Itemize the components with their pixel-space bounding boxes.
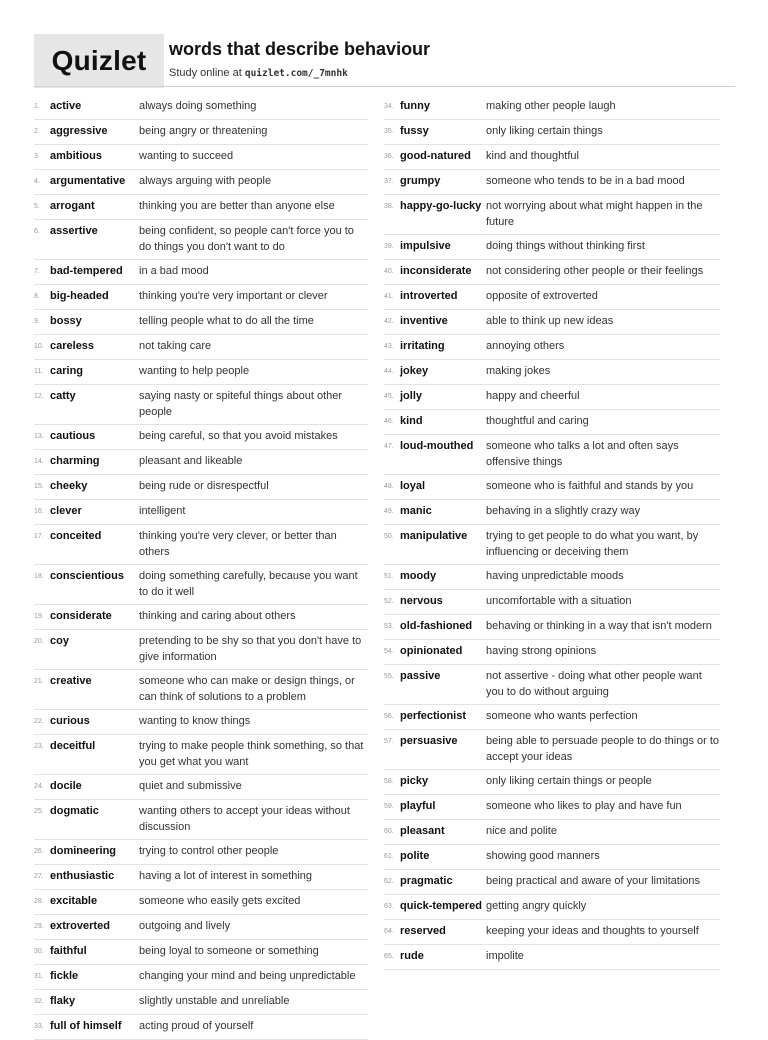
header-divider <box>34 86 735 87</box>
term-definition: not considering other people or their feelings <box>486 265 704 277</box>
term-row <box>34 120 368 145</box>
term-number: 54. <box>384 648 394 655</box>
term-word: charming <box>50 455 100 467</box>
term-definition: having unpredictable moods <box>486 570 624 582</box>
term-definition: thinking you are better than anyone else <box>139 200 335 212</box>
term-number: 27. <box>34 873 44 880</box>
term-row <box>384 120 720 145</box>
term-number: 43. <box>384 343 394 350</box>
term-definition: being rude or disrespectful <box>139 480 269 492</box>
term-number: 55. <box>384 673 394 680</box>
term-word: passive <box>400 670 441 682</box>
term-row <box>34 285 368 310</box>
term-word: happy-go-lucky <box>400 200 482 212</box>
term-row <box>384 730 720 770</box>
term-definition: in a bad mood <box>139 265 209 277</box>
term-number: 15. <box>34 483 44 490</box>
term-row <box>384 665 720 705</box>
term-word: fussy <box>400 125 429 137</box>
term-word: manic <box>400 505 432 517</box>
term-row <box>384 525 720 565</box>
term-number: 58. <box>384 778 394 785</box>
term-row <box>384 235 720 260</box>
term-number: 20. <box>34 638 44 645</box>
term-list-right <box>384 95 720 970</box>
term-row <box>34 475 368 500</box>
term-row <box>34 360 368 385</box>
term-number: 2. <box>34 128 40 135</box>
term-definition: someone who talks a lot and often says offensive things <box>486 440 679 468</box>
term-word: conscientious <box>50 570 124 582</box>
term-word: assertive <box>50 225 98 237</box>
term-definition: outgoing and lively <box>139 920 231 932</box>
term-row <box>384 145 720 170</box>
term-row <box>34 425 368 450</box>
term-row <box>34 565 368 605</box>
term-definition: someone who wants perfection <box>486 710 638 722</box>
term-definition: nice and polite <box>486 825 557 837</box>
term-row <box>34 1015 368 1040</box>
term-number: 13. <box>34 433 44 440</box>
term-number: 40. <box>384 268 394 275</box>
term-number: 49. <box>384 508 394 515</box>
term-number: 8. <box>34 293 40 300</box>
term-number: 35. <box>384 128 394 135</box>
term-definition: slightly unstable and unreliable <box>139 995 290 1007</box>
term-row <box>384 285 720 310</box>
term-definition: not taking care <box>139 340 212 352</box>
term-definition: not worrying about what might happen in the future <box>486 200 703 228</box>
term-word: kind <box>400 415 423 427</box>
term-definition: wanting others to accept your ideas without discussion <box>139 805 350 833</box>
term-number: 12. <box>34 393 44 400</box>
term-row <box>384 475 720 500</box>
term-word: loyal <box>400 480 426 492</box>
term-definition: impolite <box>486 950 524 962</box>
term-number: 11. <box>34 368 44 375</box>
term-number: 31. <box>34 973 44 980</box>
term-definition: someone who easily gets excited <box>139 895 301 907</box>
term-word: ambitious <box>50 150 102 162</box>
term-definition: behaving in a slightly crazy way <box>486 505 641 517</box>
term-row <box>34 605 368 630</box>
term-word: picky <box>400 775 429 787</box>
term-word: pragmatic <box>400 875 453 887</box>
term-word: perfectionist <box>400 710 467 722</box>
term-definition: making jokes <box>486 365 551 377</box>
term-number: 24. <box>34 783 44 790</box>
term-row <box>34 385 368 425</box>
term-definition: trying to control other people <box>139 845 279 857</box>
term-number: 26. <box>34 848 44 855</box>
term-definition: keeping your ideas and thoughts to yourself <box>486 925 699 937</box>
term-row <box>384 335 720 360</box>
term-number: 59. <box>384 803 394 810</box>
term-word: conceited <box>50 530 102 542</box>
term-definition: trying to get people to do what you want, by influencing or deceiving them <box>486 530 699 558</box>
term-number: 10. <box>34 343 44 350</box>
term-definition: doing something carefully, because you want to do it well <box>139 570 358 598</box>
study-url-link[interactable]: quizlet.com/_7mnhk <box>244 68 348 79</box>
term-word: reserved <box>400 925 446 937</box>
term-number: 57. <box>384 738 394 745</box>
term-row <box>34 965 368 990</box>
term-word: nervous <box>400 595 443 607</box>
term-number: 3. <box>34 153 40 160</box>
header <box>34 34 734 88</box>
term-row <box>34 915 368 940</box>
term-row <box>34 335 368 360</box>
term-row <box>384 770 720 795</box>
term-number: 28. <box>34 898 44 905</box>
term-row <box>384 195 720 235</box>
term-number: 21. <box>34 678 44 685</box>
term-row <box>34 840 368 865</box>
quizlet-logo[interactable]: Quizlet <box>34 34 164 88</box>
term-definition: trying to make people think something, so that you get what you want <box>139 740 364 768</box>
term-number: 60. <box>384 828 394 835</box>
term-number: 1. <box>34 103 40 110</box>
term-number: 37. <box>384 178 394 185</box>
term-word: deceitful <box>50 740 96 752</box>
term-definition: being able to persuade people to do things or to accept your ideas <box>486 735 720 763</box>
term-number: 34. <box>384 103 394 110</box>
term-number: 64. <box>384 928 394 935</box>
term-definition: having strong opinions <box>486 645 597 657</box>
term-word: active <box>50 100 82 112</box>
term-number: 5. <box>34 203 40 210</box>
term-definition: thinking and caring about others <box>139 610 296 622</box>
term-word: moody <box>400 570 437 582</box>
term-word: aggressive <box>50 125 108 137</box>
term-word: irritating <box>400 340 445 352</box>
term-row <box>384 895 720 920</box>
term-word: creative <box>50 675 92 687</box>
term-number: 38. <box>384 203 394 210</box>
term-word: impulsive <box>400 240 451 252</box>
term-word: considerate <box>50 610 112 622</box>
term-number: 61. <box>384 853 394 860</box>
term-definition: being loyal to someone or something <box>139 945 319 957</box>
term-number: 16. <box>34 508 44 515</box>
term-word: old-fashioned <box>400 620 473 632</box>
term-number: 19. <box>34 613 44 620</box>
term-word: curious <box>50 715 90 727</box>
term-word: rude <box>400 950 424 962</box>
term-number: 32. <box>34 998 44 1005</box>
term-word: docile <box>50 780 82 792</box>
term-row <box>384 435 720 475</box>
term-row <box>384 820 720 845</box>
term-definition: only liking certain things or people <box>486 775 652 787</box>
term-definition: able to think up new ideas <box>486 315 614 327</box>
term-definition: someone who likes to play and have fun <box>486 800 682 812</box>
term-row <box>384 500 720 525</box>
term-word: pleasant <box>400 825 445 837</box>
term-list-left <box>34 95 368 1040</box>
term-definition: uncomfortable with a situation <box>486 595 632 607</box>
term-word: bossy <box>50 315 82 327</box>
term-number: 63. <box>384 903 394 910</box>
term-word: clever <box>50 505 82 517</box>
term-word: funny <box>400 100 430 112</box>
term-number: 50. <box>384 533 394 540</box>
term-number: 52. <box>384 598 394 605</box>
term-row <box>384 945 720 970</box>
term-row <box>384 590 720 615</box>
term-word: jokey <box>400 365 429 377</box>
term-number: 9. <box>34 318 40 325</box>
term-definition: having a lot of interest in something <box>139 870 313 882</box>
term-definition: acting proud of yourself <box>139 1020 254 1032</box>
term-definition: getting angry quickly <box>486 900 587 912</box>
term-word: opinionated <box>400 645 463 657</box>
term-definition: someone who can make or design things, or can think of solutions to a problem <box>139 675 355 703</box>
term-definition: changing your mind and being unpredictable <box>139 970 356 982</box>
term-definition: being confident, so people can't force you to do things you don't want to do <box>139 225 354 253</box>
term-number: 39. <box>384 243 394 250</box>
term-row <box>384 310 720 335</box>
term-number: 41. <box>384 293 394 300</box>
term-definition: behaving or thinking in a way that isn't modern <box>486 620 712 632</box>
term-word: careless <box>50 340 95 352</box>
term-row <box>34 95 368 120</box>
term-definition: happy and cheerful <box>486 390 580 402</box>
term-number: 47. <box>384 443 394 450</box>
term-word: coy <box>50 635 69 647</box>
term-number: 17. <box>34 533 44 540</box>
term-row <box>384 170 720 195</box>
term-definition: pretending to be shy so that you don't have to give information <box>139 635 362 663</box>
term-row <box>384 95 720 120</box>
term-word: flaky <box>50 995 76 1007</box>
term-row <box>34 865 368 890</box>
study-prefix: Study online at <box>169 67 245 79</box>
term-number: 51. <box>384 573 394 580</box>
term-number: 18. <box>34 573 44 580</box>
term-definition: kind and thoughtful <box>486 150 579 162</box>
term-definition: thoughtful and caring <box>486 415 589 427</box>
term-number: 48. <box>384 483 394 490</box>
term-word: cautious <box>50 430 96 442</box>
term-word: excitable <box>50 895 98 907</box>
term-number: 45. <box>384 393 394 400</box>
term-word: domineering <box>50 845 117 857</box>
term-row <box>34 195 368 220</box>
term-word: catty <box>50 390 76 402</box>
term-row <box>34 525 368 565</box>
term-definition: being careful, so that you avoid mistakes <box>139 430 338 442</box>
term-row <box>34 800 368 840</box>
term-definition: being practical and aware of your limitations <box>486 875 701 887</box>
term-word: cheeky <box>50 480 88 492</box>
term-definition: opposite of extroverted <box>486 290 598 302</box>
term-row <box>34 890 368 915</box>
term-word: extroverted <box>50 920 110 932</box>
term-number: 33. <box>34 1023 44 1030</box>
term-row <box>34 500 368 525</box>
term-definition: always doing something <box>139 100 257 112</box>
term-word: arrogant <box>50 200 95 212</box>
term-word: loud-mouthed <box>400 440 474 452</box>
term-row <box>384 640 720 665</box>
term-row <box>34 775 368 800</box>
term-definition: saying nasty or spiteful things about other people <box>139 390 343 418</box>
term-row <box>34 940 368 965</box>
term-row <box>384 360 720 385</box>
term-definition: showing good manners <box>486 850 600 862</box>
term-word: enthusiastic <box>50 870 115 882</box>
term-number: 25. <box>34 808 44 815</box>
term-number: 7. <box>34 268 40 275</box>
term-number: 4. <box>34 178 40 185</box>
term-row <box>384 615 720 640</box>
term-number: 22. <box>34 718 44 725</box>
term-number: 56. <box>384 713 394 720</box>
term-definition: someone who tends to be in a bad mood <box>486 175 685 187</box>
term-definition: wanting to help people <box>139 365 250 377</box>
term-definition: wanting to know things <box>139 715 251 727</box>
term-row <box>384 260 720 285</box>
term-row <box>34 670 368 710</box>
term-word: argumentative <box>50 175 126 187</box>
term-row <box>34 220 368 260</box>
term-row <box>34 310 368 335</box>
term-definition: intelligent <box>139 505 186 517</box>
term-row <box>34 630 368 670</box>
term-word: manipulative <box>400 530 468 542</box>
term-definition: quiet and submissive <box>139 780 242 792</box>
term-definition: pleasant and likeable <box>139 455 243 467</box>
term-number: 42. <box>384 318 394 325</box>
term-word: fickle <box>50 970 79 982</box>
term-definition: doing things without thinking first <box>486 240 645 252</box>
term-definition: making other people laugh <box>486 100 616 112</box>
term-definition: always arguing with people <box>139 175 272 187</box>
term-definition: thinking you're very clever, or better than others <box>139 530 337 558</box>
term-number: 53. <box>384 623 394 630</box>
study-online-line <box>169 67 348 79</box>
term-number: 6. <box>34 228 40 235</box>
term-definition: wanting to succeed <box>139 150 234 162</box>
term-definition: thinking you're very important or clever <box>139 290 328 302</box>
term-word: inventive <box>400 315 448 327</box>
term-row <box>34 990 368 1015</box>
term-number: 62. <box>384 878 394 885</box>
term-word: jolly <box>400 390 423 402</box>
term-definition: someone who is faithful and stands by you <box>486 480 694 492</box>
term-word: good-natured <box>400 150 471 162</box>
term-row <box>34 450 368 475</box>
term-word: caring <box>50 365 84 377</box>
term-word: dogmatic <box>50 805 99 817</box>
term-word: full of himself <box>50 1020 122 1032</box>
term-word: playful <box>400 800 436 812</box>
term-word: persuasive <box>400 735 458 747</box>
term-word: grumpy <box>400 175 441 187</box>
term-row <box>34 710 368 735</box>
term-number: 14. <box>34 458 44 465</box>
term-row <box>384 920 720 945</box>
term-row <box>34 260 368 285</box>
term-number: 46. <box>384 418 394 425</box>
term-number: 29. <box>34 923 44 930</box>
term-row <box>34 170 368 195</box>
term-number: 65. <box>384 953 394 960</box>
term-word: inconsiderate <box>400 265 472 277</box>
term-number: 36. <box>384 153 394 160</box>
term-row <box>384 565 720 590</box>
page-title: words that describe behaviour <box>169 39 431 59</box>
term-definition: not assertive - doing what other people want you to do without arguing <box>486 670 702 698</box>
term-row <box>384 795 720 820</box>
term-row <box>384 845 720 870</box>
term-row <box>384 410 720 435</box>
term-row <box>34 145 368 170</box>
term-number: 30. <box>34 948 44 955</box>
term-word: faithful <box>50 945 87 957</box>
term-definition: telling people what to do all the time <box>139 315 314 327</box>
term-row <box>384 870 720 895</box>
term-number: 23. <box>34 743 44 750</box>
term-word: quick-tempered <box>400 900 482 912</box>
term-word: bad-tempered <box>50 265 123 277</box>
term-word: big-headed <box>50 290 109 302</box>
term-row <box>34 735 368 775</box>
term-definition: annoying others <box>486 340 565 352</box>
term-word: introverted <box>400 290 458 302</box>
term-number: 44. <box>384 368 394 375</box>
term-definition: being angry or threatening <box>139 125 268 137</box>
term-row <box>384 705 720 730</box>
term-word: polite <box>400 850 430 862</box>
term-definition: only liking certain things <box>486 125 603 137</box>
term-row <box>384 385 720 410</box>
